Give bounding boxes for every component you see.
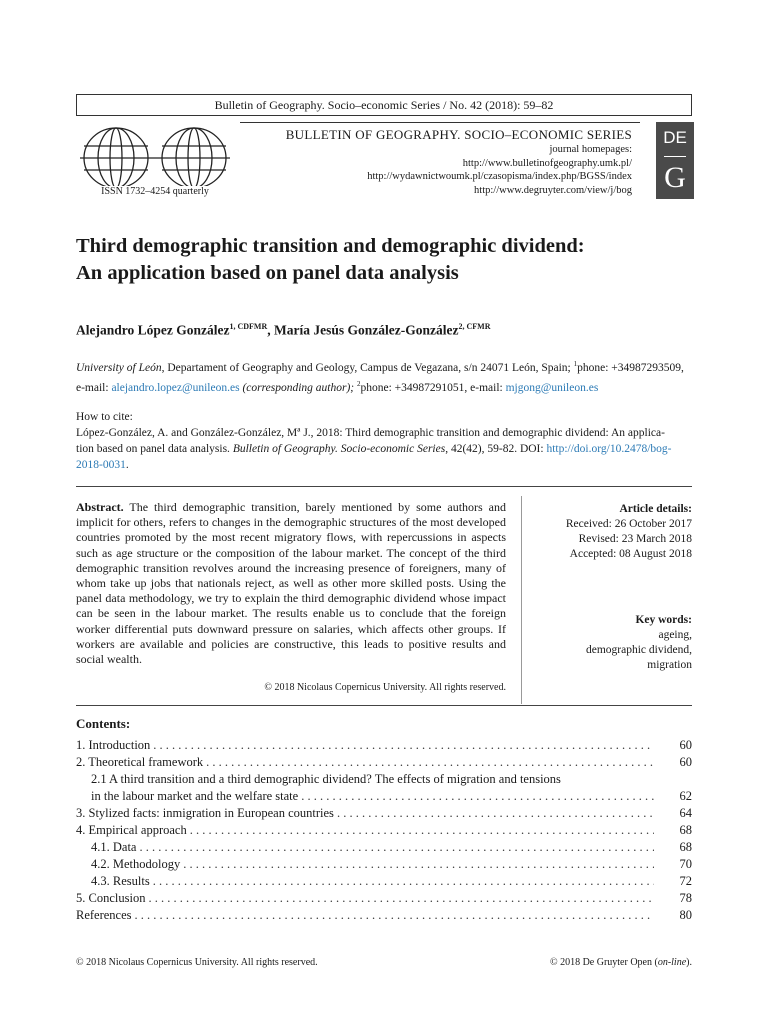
section-divider bbox=[76, 486, 692, 487]
phone-2: phone: +34987291051, e-mail: bbox=[360, 381, 506, 394]
keywords bbox=[530, 613, 692, 673]
section-divider bbox=[76, 705, 692, 706]
badge-g: G bbox=[664, 161, 686, 194]
author-2: María Jesús González-González bbox=[274, 322, 459, 338]
toc-page: 60 bbox=[679, 738, 692, 752]
email-link-2[interactable]: mjgong@unileon.es bbox=[505, 381, 599, 394]
toc-entry[interactable] bbox=[76, 839, 692, 856]
email-link-1[interactable]: alejandro.lopez@unileon.es bbox=[111, 381, 240, 394]
header-rule bbox=[240, 122, 640, 123]
revised-date: Revised: 23 March 2018 bbox=[578, 533, 692, 545]
toc-entry[interactable] bbox=[76, 856, 692, 873]
phone2-sup: 2 bbox=[357, 379, 361, 388]
homepage-url[interactable]: http://www.bulletinofgeography.umk.pl/ bbox=[462, 157, 632, 169]
toc-entry[interactable] bbox=[76, 890, 692, 907]
toc-entry[interactable] bbox=[76, 737, 692, 754]
toc-entry[interactable] bbox=[76, 873, 692, 890]
toc-label: 2. Theoretical framework bbox=[76, 755, 204, 769]
university: University of León bbox=[76, 361, 162, 374]
author-1: Alejandro López González bbox=[76, 322, 230, 338]
phone1-sup: 1 bbox=[573, 360, 578, 368]
badge-divider bbox=[664, 156, 686, 157]
accepted-date: Accepted: 08 August 2018 bbox=[569, 548, 692, 560]
badge-de: DE bbox=[663, 128, 687, 147]
cite-journal: Bulletin of Geography. Socio-economic Series bbox=[232, 443, 446, 455]
toc-label: 4.1. Data bbox=[91, 840, 137, 854]
journal-title: BULLETIN OF GEOGRAPHY. SOCIO–ECONOMIC SERIES bbox=[285, 127, 632, 142]
journal-homepages bbox=[240, 143, 632, 197]
author-1-affil: 1, CDFMR bbox=[229, 322, 268, 331]
cite-line-2 bbox=[76, 441, 696, 457]
toc-leader bbox=[337, 805, 654, 822]
table-of-contents bbox=[76, 737, 692, 924]
toc-leader bbox=[153, 737, 654, 754]
toc-page: 62 bbox=[679, 789, 692, 803]
authors bbox=[76, 322, 696, 339]
toc-page: 60 bbox=[679, 755, 692, 769]
keyword: ageing, bbox=[658, 629, 692, 641]
cite-line-1: López-González, A. and González-González, Mª J., 2018: Third demographic transition and demographic dividend: An applica- bbox=[76, 427, 665, 439]
keyword: migration bbox=[647, 659, 692, 671]
cite-text: , 42(42), 59-82. DOI: bbox=[445, 443, 547, 455]
journal-issue-line: Bulletin of Geography. Socio–economic Series / No. 42 (2018): 59–82 bbox=[76, 94, 692, 116]
affiliation bbox=[76, 356, 696, 396]
abstract-text: The third demographic transition, barely mentioned by some authors and implicit for others, refers to changes in the demographic structures of the most developed countries promoted by the most recent migratory flows, with repercussions in aspects such as age structure or the composition of the labour market. The concept of the third demographic transition revolves around the increasing presence of foreigners, many of whom take up jobs that nationals reject, as well as other more skilled posts. Using the panel data methodology, we try to explain the third demographic dividend whose impact can be seen in the labour market. The results enable us to conclude that the foreign worker differential puts downward pressure on salaries, which affects other groups. If workers are available and policies are constructive, this leads to positive results and social wealth. bbox=[76, 500, 506, 667]
toc-entry[interactable] bbox=[76, 805, 692, 822]
toc-label: 2.1 A third transition and a third demographic dividend? The effects of migration and tensions bbox=[91, 772, 561, 786]
toc-leader bbox=[135, 907, 654, 924]
toc-label: 5. Conclusion bbox=[76, 891, 146, 905]
affil-address: , Departament of Geography and Geology, Campus de Vegazana, s/n 24071 León, Spain; bbox=[161, 361, 574, 374]
footer-text: ). bbox=[686, 957, 692, 968]
toc-label: 4.3. Results bbox=[91, 874, 150, 888]
toc-label: References bbox=[76, 908, 132, 922]
toc-page: 70 bbox=[679, 857, 692, 871]
how-to-cite bbox=[76, 409, 696, 473]
abstract bbox=[76, 500, 506, 667]
toc-label: 1. Introduction bbox=[76, 738, 151, 752]
toc-page: 64 bbox=[679, 806, 692, 820]
toc-label: 3. Stylized facts: inmigration in European countries bbox=[76, 806, 334, 820]
abstract-label: Abstract. bbox=[76, 500, 124, 514]
issn-label: ISSN 1732–4254 quarterly bbox=[76, 186, 234, 197]
toc-page: 68 bbox=[679, 823, 692, 837]
toc-entry[interactable] bbox=[76, 788, 692, 805]
contents-heading: Contents: bbox=[76, 716, 131, 731]
degruyter-badge bbox=[656, 122, 694, 199]
doi-link-cont[interactable]: 2018-0031 bbox=[76, 459, 126, 471]
toc-entry[interactable] bbox=[76, 907, 692, 924]
toc-page: 78 bbox=[679, 891, 692, 905]
title-line-1: Third demographic transition and demographic dividend: bbox=[76, 235, 585, 257]
footer-copyright-ncu: © 2018 Nicolaus Copernicus University. All rights reserved. bbox=[76, 957, 318, 968]
toc-leader bbox=[183, 856, 654, 873]
toc-leader bbox=[139, 839, 654, 856]
cite-end: . bbox=[125, 459, 129, 471]
abstract-copyright: © 2018 Nicolaus Copernicus University. All rights reserved. bbox=[264, 682, 506, 693]
paper-title bbox=[76, 233, 696, 287]
author-separator: , bbox=[267, 322, 275, 338]
toc-label: 4.2. Methodology bbox=[91, 857, 181, 871]
toc-page: 80 bbox=[679, 908, 692, 922]
toc-page: 68 bbox=[679, 840, 692, 854]
details-heading: Article details: bbox=[619, 503, 692, 515]
column-divider bbox=[521, 496, 522, 704]
toc-entry[interactable] bbox=[76, 754, 692, 771]
homepage-url[interactable]: http://www.degruyter.com/view/j/bog bbox=[474, 184, 632, 196]
toc-label: in the labour market and the welfare state bbox=[91, 789, 299, 803]
cite-label: How to cite: bbox=[76, 411, 133, 423]
cite-line-3 bbox=[76, 457, 696, 473]
keywords-heading: Key words: bbox=[635, 614, 692, 626]
homepage-url[interactable]: http://wydawnictwoumk.pl/czasopisma/index.php/BGSS/index bbox=[367, 171, 632, 182]
homepages-label: journal homepages: bbox=[549, 144, 632, 155]
keyword: demographic dividend, bbox=[585, 644, 692, 656]
article-details bbox=[530, 502, 692, 562]
toc-entry[interactable] bbox=[76, 771, 692, 788]
footer-copyright-degruyter bbox=[480, 957, 692, 968]
phone-1: phone: +34987293509, bbox=[577, 361, 684, 374]
toc-entry[interactable] bbox=[76, 822, 692, 839]
title-line-2: An application based on panel data analysis bbox=[76, 262, 459, 284]
toc-leader bbox=[301, 788, 654, 805]
doi-link[interactable]: http://doi.org/10.2478/bog- bbox=[546, 443, 672, 455]
footer-online: on-line bbox=[657, 957, 687, 968]
email-label: e-mail: bbox=[76, 381, 112, 394]
received-date: Received: 26 October 2017 bbox=[565, 518, 692, 530]
footer-text: © 2018 De Gruyter Open ( bbox=[549, 957, 658, 968]
cite-text: tion based on panel data analysis. bbox=[76, 443, 233, 455]
toc-leader bbox=[190, 822, 654, 839]
toc-label: 4. Empirical approach bbox=[76, 823, 187, 837]
toc-leader bbox=[206, 754, 654, 771]
toc-leader bbox=[148, 890, 654, 907]
corresponding-note: (corresponding author); bbox=[239, 381, 357, 394]
author-2-affil: 2, CFMR bbox=[458, 322, 491, 331]
toc-page: 72 bbox=[679, 874, 692, 888]
toc-leader bbox=[153, 873, 654, 890]
